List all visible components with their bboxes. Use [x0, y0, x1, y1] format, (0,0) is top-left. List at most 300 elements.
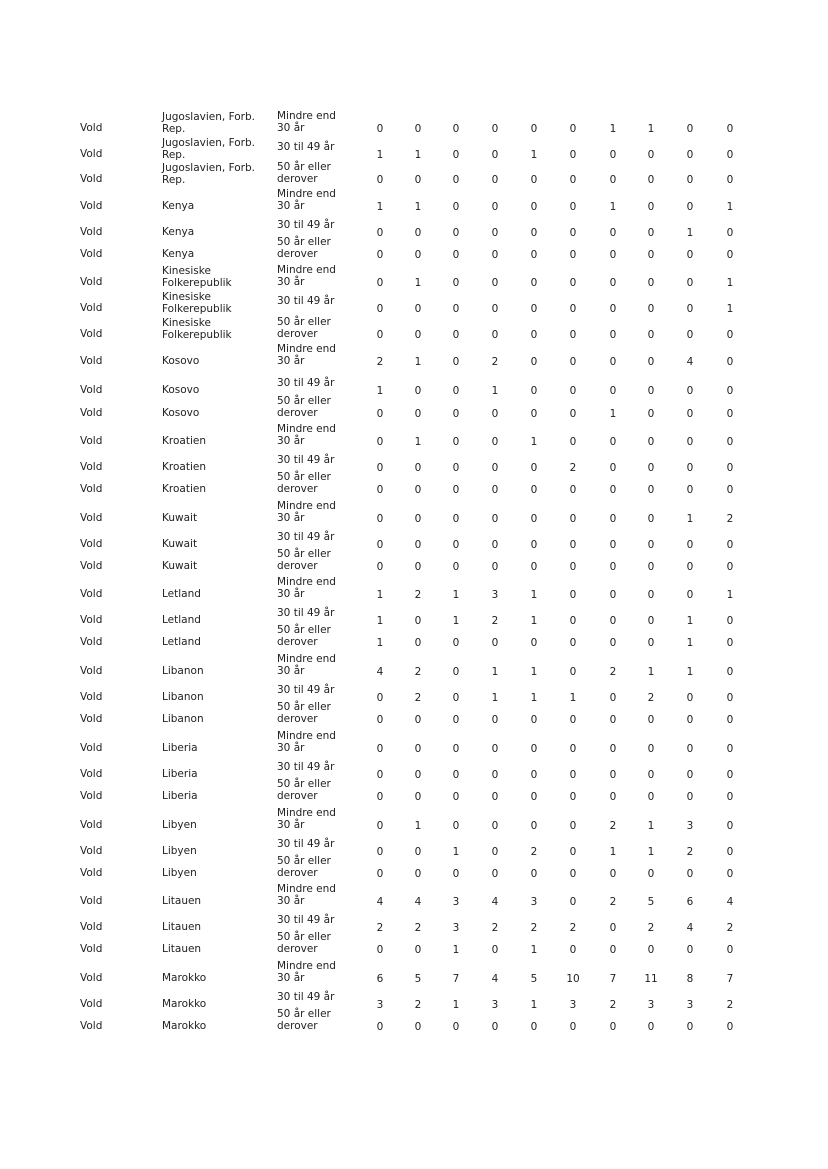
value-cell: 0	[569, 714, 577, 726]
value-cell: 7	[726, 973, 734, 985]
value-cell: 0	[726, 743, 734, 755]
value-cell: 1	[647, 846, 655, 858]
value-cell: 0	[569, 615, 577, 627]
value-cell: 0	[452, 385, 460, 397]
value-cell: 0	[491, 944, 499, 956]
value-cell: 0	[609, 329, 617, 341]
value-cell: 0	[491, 513, 499, 525]
value-cell: 2	[609, 896, 617, 908]
value-cell: 0	[452, 484, 460, 496]
value-cell: 0	[569, 896, 577, 908]
crime-type-cell: Vold	[80, 972, 103, 984]
value-cell: 0	[414, 484, 422, 496]
value-cell: 0	[376, 436, 384, 448]
value-cell: 0	[569, 484, 577, 496]
value-cell: 0	[569, 174, 577, 186]
value-cell: 0	[452, 408, 460, 420]
value-cell: 0	[491, 820, 499, 832]
value-cell: 0	[726, 820, 734, 832]
value-cell: 4	[686, 356, 694, 368]
country-cell: Kinesiske Folkerepublik	[162, 291, 232, 315]
age-group-cell: Mindre end 30 år	[277, 730, 336, 754]
value-cell: 2	[530, 846, 538, 858]
crime-type-cell: Vold	[80, 943, 103, 955]
value-cell: 1	[376, 149, 384, 161]
value-cell: 0	[647, 513, 655, 525]
value-cell: 0	[609, 484, 617, 496]
value-cell: 0	[452, 303, 460, 315]
value-cell: 0	[609, 249, 617, 261]
age-group-cell: Mindre end 30 år	[277, 807, 336, 831]
value-cell: 0	[569, 303, 577, 315]
value-cell: 0	[686, 277, 694, 289]
value-cell: 0	[414, 303, 422, 315]
value-cell: 0	[452, 513, 460, 525]
value-cell: 2	[414, 589, 422, 601]
value-cell: 2	[609, 999, 617, 1011]
value-cell: 0	[726, 329, 734, 341]
value-cell: 1	[376, 201, 384, 213]
country-cell: Kuwait	[162, 512, 198, 524]
value-cell: 0	[609, 277, 617, 289]
value-cell: 0	[376, 513, 384, 525]
country-cell: Litauen	[162, 943, 202, 955]
crime-type-cell: Vold	[80, 328, 103, 340]
value-cell: 0	[647, 201, 655, 213]
value-cell: 0	[376, 743, 384, 755]
value-cell: 0	[609, 227, 617, 239]
value-cell: 0	[726, 1021, 734, 1033]
country-cell: Libanon	[162, 691, 204, 703]
value-cell: 0	[726, 714, 734, 726]
age-group-cell: 30 til 49 år	[277, 141, 335, 153]
value-cell: 0	[491, 149, 499, 161]
value-cell: 0	[609, 385, 617, 397]
crime-type-cell: Vold	[80, 895, 103, 907]
value-cell: 0	[569, 743, 577, 755]
age-group-cell: 30 til 49 år	[277, 607, 335, 619]
value-cell: 0	[569, 539, 577, 551]
value-cell: 0	[569, 408, 577, 420]
value-cell: 0	[452, 692, 460, 704]
value-cell: 0	[414, 408, 422, 420]
crime-type-cell: Vold	[80, 588, 103, 600]
value-cell: 0	[530, 513, 538, 525]
value-cell: 1	[414, 820, 422, 832]
value-cell: 0	[647, 436, 655, 448]
value-cell: 2	[491, 615, 499, 627]
value-cell: 3	[647, 999, 655, 1011]
value-cell: 1	[414, 436, 422, 448]
value-cell: 0	[376, 868, 384, 880]
value-cell: 0	[491, 743, 499, 755]
value-cell: 5	[647, 896, 655, 908]
value-cell: 0	[686, 201, 694, 213]
value-cell: 0	[452, 277, 460, 289]
value-cell: 0	[569, 356, 577, 368]
value-cell: 0	[452, 868, 460, 880]
value-cell: 2	[609, 666, 617, 678]
value-cell: 0	[452, 561, 460, 573]
value-cell: 0	[686, 743, 694, 755]
value-cell: 0	[569, 944, 577, 956]
value-cell: 0	[609, 513, 617, 525]
value-cell: 0	[686, 249, 694, 261]
value-cell: 1	[647, 123, 655, 135]
value-cell: 0	[530, 385, 538, 397]
value-cell: 0	[686, 539, 694, 551]
value-cell: 0	[452, 1021, 460, 1033]
country-cell: Jugoslavien, Forb. Rep.	[162, 137, 255, 161]
crime-type-cell: Vold	[80, 790, 103, 802]
crime-type-cell: Vold	[80, 636, 103, 648]
value-cell: 0	[530, 868, 538, 880]
value-cell: 0	[647, 868, 655, 880]
value-cell: 0	[609, 944, 617, 956]
value-cell: 2	[647, 692, 655, 704]
value-cell: 3	[491, 589, 499, 601]
value-cell: 0	[376, 944, 384, 956]
value-cell: 0	[452, 174, 460, 186]
country-cell: Libanon	[162, 665, 204, 677]
country-cell: Liberia	[162, 768, 198, 780]
value-cell: 0	[609, 743, 617, 755]
value-cell: 0	[414, 615, 422, 627]
value-cell: 0	[414, 944, 422, 956]
value-cell: 0	[609, 539, 617, 551]
value-cell: 0	[647, 174, 655, 186]
value-cell: 0	[491, 303, 499, 315]
value-cell: 0	[452, 123, 460, 135]
value-cell: 0	[491, 714, 499, 726]
value-cell: 0	[414, 561, 422, 573]
value-cell: 0	[530, 201, 538, 213]
value-cell: 0	[530, 356, 538, 368]
age-group-cell: 50 år eller derover	[277, 701, 331, 725]
age-group-cell: Mindre end 30 år	[277, 264, 336, 288]
value-cell: 0	[647, 149, 655, 161]
country-cell: Kosovo	[162, 355, 200, 367]
age-group-cell: 30 til 49 år	[277, 531, 335, 543]
value-cell: 1	[686, 637, 694, 649]
value-cell: 0	[414, 791, 422, 803]
crime-type-cell: Vold	[80, 355, 103, 367]
value-cell: 0	[686, 868, 694, 880]
value-cell: 0	[647, 329, 655, 341]
value-cell: 2	[609, 820, 617, 832]
value-cell: 0	[686, 123, 694, 135]
value-cell: 0	[376, 249, 384, 261]
value-cell: 0	[647, 408, 655, 420]
value-cell: 0	[686, 714, 694, 726]
value-cell: 0	[452, 539, 460, 551]
value-cell: 0	[569, 846, 577, 858]
value-cell: 0	[491, 1021, 499, 1033]
value-cell: 0	[491, 277, 499, 289]
value-cell: 1	[726, 589, 734, 601]
value-cell: 0	[414, 227, 422, 239]
value-cell: 0	[530, 227, 538, 239]
value-cell: 0	[414, 769, 422, 781]
age-group-cell: 50 år eller derover	[277, 624, 331, 648]
age-group-cell: 30 til 49 år	[277, 838, 335, 850]
value-cell: 6	[686, 896, 694, 908]
value-cell: 0	[414, 637, 422, 649]
value-cell: 0	[569, 123, 577, 135]
crime-type-cell: Vold	[80, 461, 103, 473]
value-cell: 0	[414, 249, 422, 261]
value-cell: 2	[376, 922, 384, 934]
value-cell: 0	[647, 385, 655, 397]
value-cell: 3	[452, 896, 460, 908]
value-cell: 0	[686, 408, 694, 420]
value-cell: 11	[644, 973, 658, 985]
value-cell: 0	[414, 714, 422, 726]
value-cell: 0	[609, 868, 617, 880]
value-cell: 0	[686, 462, 694, 474]
value-cell: 0	[414, 385, 422, 397]
value-cell: 4	[686, 922, 694, 934]
value-cell: 1	[452, 615, 460, 627]
age-group-cell: Mindre end 30 år	[277, 500, 336, 524]
value-cell: 1	[452, 944, 460, 956]
age-group-cell: 30 til 49 år	[277, 761, 335, 773]
value-cell: 0	[609, 174, 617, 186]
value-cell: 0	[491, 769, 499, 781]
value-cell: 0	[647, 637, 655, 649]
country-cell: Liberia	[162, 790, 198, 802]
value-cell: 0	[452, 637, 460, 649]
value-cell: 0	[530, 484, 538, 496]
value-cell: 0	[569, 436, 577, 448]
value-cell: 0	[569, 589, 577, 601]
value-cell: 0	[530, 637, 538, 649]
value-cell: 0	[647, 303, 655, 315]
age-group-cell: 50 år eller derover	[277, 778, 331, 802]
value-cell: 1	[376, 589, 384, 601]
crime-type-cell: Vold	[80, 248, 103, 260]
crime-type-cell: Vold	[80, 276, 103, 288]
crime-type-cell: Vold	[80, 665, 103, 677]
value-cell: 0	[686, 303, 694, 315]
crime-type-cell: Vold	[80, 173, 103, 185]
crime-type-cell: Vold	[80, 435, 103, 447]
value-cell: 1	[686, 615, 694, 627]
country-cell: Marokko	[162, 998, 207, 1010]
country-cell: Letland	[162, 588, 201, 600]
value-cell: 0	[726, 666, 734, 678]
value-cell: 0	[726, 227, 734, 239]
country-cell: Kosovo	[162, 384, 200, 396]
country-cell: Kroatien	[162, 483, 206, 495]
value-cell: 1	[569, 692, 577, 704]
value-cell: 1	[491, 666, 499, 678]
crime-type-cell: Vold	[80, 1020, 103, 1032]
value-cell: 0	[376, 769, 384, 781]
country-cell: Letland	[162, 614, 201, 626]
value-cell: 0	[530, 123, 538, 135]
value-cell: 0	[530, 329, 538, 341]
age-group-cell: 30 til 49 år	[277, 454, 335, 466]
value-cell: 7	[452, 973, 460, 985]
value-cell: 0	[491, 123, 499, 135]
value-cell: 0	[609, 615, 617, 627]
crime-type-cell: Vold	[80, 921, 103, 933]
value-cell: 0	[686, 385, 694, 397]
value-cell: 0	[530, 303, 538, 315]
value-cell: 0	[569, 149, 577, 161]
value-cell: 0	[376, 227, 384, 239]
value-cell: 0	[726, 123, 734, 135]
value-cell: 0	[569, 385, 577, 397]
value-cell: 2	[569, 922, 577, 934]
age-group-cell: 50 år eller derover	[277, 931, 331, 955]
value-cell: 1	[376, 637, 384, 649]
value-cell: 1	[530, 666, 538, 678]
value-cell: 0	[491, 561, 499, 573]
value-cell: 0	[569, 201, 577, 213]
value-cell: 0	[452, 820, 460, 832]
country-cell: Marokko	[162, 972, 207, 984]
value-cell: 0	[569, 637, 577, 649]
value-cell: 1	[491, 692, 499, 704]
value-cell: 1	[414, 201, 422, 213]
crime-type-cell: Vold	[80, 819, 103, 831]
value-cell: 1	[530, 615, 538, 627]
value-cell: 3	[569, 999, 577, 1011]
value-cell: 0	[686, 589, 694, 601]
value-cell: 0	[609, 589, 617, 601]
value-cell: 5	[530, 973, 538, 985]
value-cell: 0	[414, 329, 422, 341]
age-group-cell: Mindre end 30 år	[277, 110, 336, 134]
value-cell: 0	[609, 769, 617, 781]
crime-type-cell: Vold	[80, 998, 103, 1010]
value-cell: 0	[491, 539, 499, 551]
value-cell: 3	[376, 999, 384, 1011]
age-group-cell: Mindre end 30 år	[277, 188, 336, 212]
value-cell: 7	[609, 973, 617, 985]
value-cell: 2	[726, 922, 734, 934]
value-cell: 4	[376, 896, 384, 908]
value-cell: 0	[726, 561, 734, 573]
country-cell: Jugoslavien, Forb. Rep.	[162, 111, 255, 135]
country-cell: Libyen	[162, 819, 197, 831]
value-cell: 0	[726, 408, 734, 420]
country-cell: Kosovo	[162, 407, 200, 419]
value-cell: 0	[414, 1021, 422, 1033]
value-cell: 0	[530, 174, 538, 186]
value-cell: 0	[414, 123, 422, 135]
age-group-cell: 50 år eller derover	[277, 855, 331, 879]
value-cell: 0	[647, 561, 655, 573]
value-cell: 0	[647, 944, 655, 956]
value-cell: 0	[609, 714, 617, 726]
value-cell: 0	[376, 846, 384, 858]
country-cell: Litauen	[162, 921, 202, 933]
value-cell: 1	[452, 589, 460, 601]
value-cell: 0	[414, 513, 422, 525]
value-cell: 0	[491, 436, 499, 448]
value-cell: 2	[686, 846, 694, 858]
country-cell: Kenya	[162, 248, 195, 260]
value-cell: 0	[686, 174, 694, 186]
crime-type-cell: Vold	[80, 200, 103, 212]
value-cell: 0	[491, 227, 499, 239]
value-cell: 0	[726, 539, 734, 551]
value-cell: 0	[491, 462, 499, 474]
country-cell: Liberia	[162, 742, 198, 754]
value-cell: 0	[452, 666, 460, 678]
value-cell: 2	[726, 999, 734, 1011]
age-group-cell: 30 til 49 år	[277, 914, 335, 926]
value-cell: 0	[376, 692, 384, 704]
value-cell: 2	[726, 513, 734, 525]
value-cell: 2	[376, 356, 384, 368]
value-cell: 0	[609, 561, 617, 573]
value-cell: 0	[569, 277, 577, 289]
value-cell: 0	[452, 714, 460, 726]
crime-type-cell: Vold	[80, 614, 103, 626]
crime-type-cell: Vold	[80, 384, 103, 396]
value-cell: 0	[414, 743, 422, 755]
value-cell: 0	[414, 539, 422, 551]
value-cell: 0	[530, 408, 538, 420]
value-cell: 0	[726, 637, 734, 649]
value-cell: 0	[609, 791, 617, 803]
value-cell: 0	[726, 868, 734, 880]
value-cell: 0	[530, 743, 538, 755]
value-cell: 0	[647, 714, 655, 726]
crime-type-cell: Vold	[80, 691, 103, 703]
age-group-cell: 50 år eller derover	[277, 236, 331, 260]
value-cell: 0	[452, 201, 460, 213]
country-cell: Marokko	[162, 1020, 207, 1032]
value-cell: 4	[491, 973, 499, 985]
value-cell: 2	[491, 922, 499, 934]
value-cell: 0	[569, 561, 577, 573]
value-cell: 0	[726, 846, 734, 858]
value-cell: 0	[376, 714, 384, 726]
age-group-cell: 30 til 49 år	[277, 377, 335, 389]
value-cell: 2	[414, 666, 422, 678]
value-cell: 1	[726, 277, 734, 289]
value-cell: 0	[726, 149, 734, 161]
crime-type-cell: Vold	[80, 742, 103, 754]
crime-type-cell: Vold	[80, 483, 103, 495]
value-cell: 0	[686, 436, 694, 448]
value-cell: 0	[726, 249, 734, 261]
age-group-cell: 50 år eller derover	[277, 316, 331, 340]
value-cell: 0	[726, 615, 734, 627]
value-cell: 0	[491, 637, 499, 649]
value-cell: 0	[609, 303, 617, 315]
crime-type-cell: Vold	[80, 713, 103, 725]
value-cell: 0	[530, 249, 538, 261]
value-cell: 3	[686, 999, 694, 1011]
value-cell: 0	[491, 846, 499, 858]
value-cell: 1	[609, 123, 617, 135]
value-cell: 0	[376, 462, 384, 474]
value-cell: 0	[452, 791, 460, 803]
value-cell: 0	[376, 561, 384, 573]
value-cell: 0	[569, 329, 577, 341]
value-cell: 0	[609, 149, 617, 161]
value-cell: 0	[530, 1021, 538, 1033]
value-cell: 0	[686, 561, 694, 573]
value-cell: 0	[686, 329, 694, 341]
value-cell: 1	[530, 944, 538, 956]
